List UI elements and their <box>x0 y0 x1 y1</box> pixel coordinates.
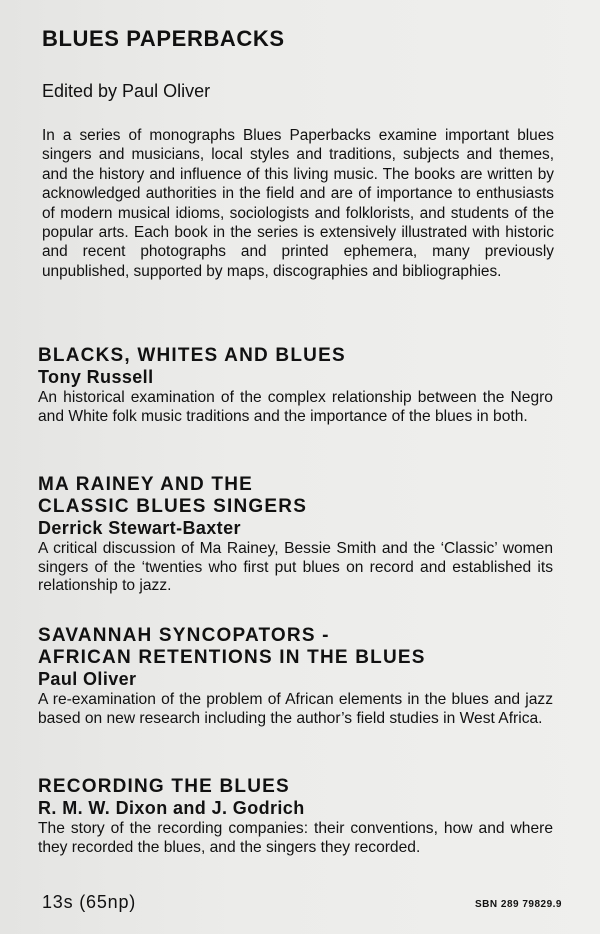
book-title: RECORDING THE BLUES <box>38 776 290 797</box>
book-author: Tony Russell <box>38 367 154 387</box>
book-description: A critical discussion of Ma Rainey, Bessie Smith and the ‘Classic’ women singers of the ‘twenties who first put blues on record and established its relationship to jazz. <box>38 540 553 595</box>
book-description: An historical examination of the complex relationship between the Negro and White folk music traditions and the importance of the blues in both. <box>38 389 553 425</box>
book-title: MA RAINEY AND THE CLASSIC BLUES SINGERS <box>38 474 308 517</box>
series-introduction: In a series of monographs Blues Paperbacks examine important blues singers and musicians, local styles and traditions, subjects and themes, and the history and influence of this living music. The books are written by acknowledged authorities in the field and are of importance to enthusiasts of modern musical idioms, sociologists and folklorists, and students of the popular arts. Each book in the series is extensively illustrated with historic and recent photographs and printed ephemera, many previously unpublished, supported by maps, discographies and bibliographies. <box>42 127 554 280</box>
book-entry <box>38 474 553 596</box>
book-entry <box>38 345 553 426</box>
book-entry <box>38 625 553 728</box>
book-title: SAVANNAH SYNCOPATORS - AFRICAN RETENTIONS IN THE BLUES <box>38 625 426 668</box>
book-author: Paul Oliver <box>38 669 137 689</box>
book-author: Derrick Stewart-Baxter <box>38 518 241 538</box>
book-title: BLACKS, WHITES AND BLUES <box>38 345 346 366</box>
editor-credit: Edited by Paul Oliver <box>42 81 211 101</box>
book-author: R. M. W. Dixon and J. Godrich <box>38 798 305 818</box>
book-entry <box>38 776 553 857</box>
book-description: A re-examination of the problem of African elements in the blues and jazz based on new research including the author’s field studies in West Africa. <box>38 691 553 727</box>
sbn-number: SBN 289 79829.9 <box>474 899 562 910</box>
price: 13s (65np) <box>42 892 137 912</box>
series-title: BLUES PAPERBACKS <box>42 26 285 51</box>
book-description: The story of the recording companies: their conventions, how and where they recorded the blues, and the singers they recorded. <box>38 820 553 856</box>
